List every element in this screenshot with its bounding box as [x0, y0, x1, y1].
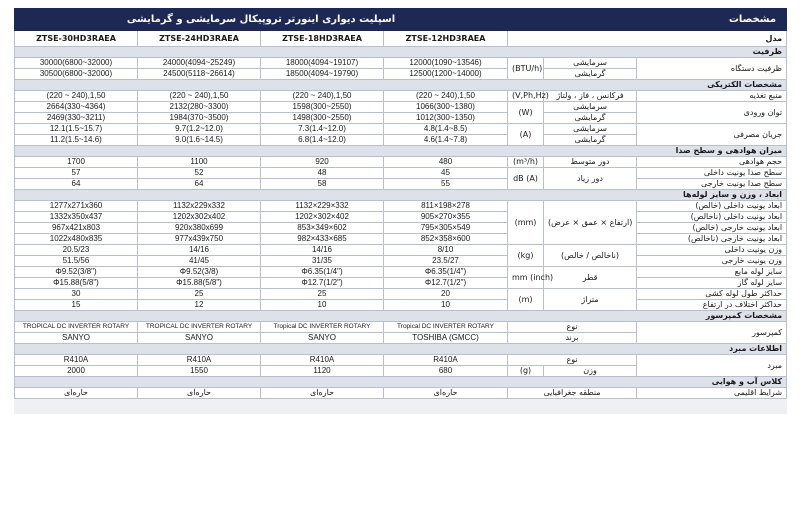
row-label: ابعاد یونیت خارجی (خالص) — [637, 223, 787, 234]
cell: 10 — [384, 300, 508, 311]
cell: 1332x350x437 — [15, 212, 138, 223]
section-title: مشخصات الکتریکی — [15, 80, 787, 91]
cell: (220 ~ 240),1,50 — [261, 91, 384, 102]
cell: 11.2(1.5~14.6) — [15, 135, 138, 146]
model-name: ZTSE-12HD3RAEA — [384, 31, 508, 47]
cell: 20 — [384, 289, 508, 300]
cell: (220 ~ 240),1,50 — [384, 91, 508, 102]
cell: 14/16 — [261, 245, 384, 256]
cell: 64 — [15, 179, 138, 190]
cell: 852×358×600 — [384, 234, 508, 245]
section-row — [15, 80, 787, 91]
cell: 51.5/56 — [15, 256, 138, 267]
row-label: سطح صدا یونیت داخلی — [637, 168, 787, 179]
sub-label: نوع — [508, 355, 637, 366]
cell: 6.8(1.4~12.0) — [261, 135, 384, 146]
row-label: ابعاد یونیت خارجی (ناخالص) — [637, 234, 787, 245]
spec-heading: مشخصات — [508, 9, 787, 31]
cell: 8/10 — [384, 245, 508, 256]
cell: R410A — [384, 355, 508, 366]
cell: 31/35 — [261, 256, 384, 267]
cell: 55 — [384, 179, 508, 190]
row-label: حداکثر اختلاف در ارتفاع — [637, 300, 787, 311]
unit-cell: (g) — [508, 366, 544, 377]
cell: 1550 — [138, 366, 261, 377]
table-row — [15, 388, 787, 399]
table-row — [15, 157, 787, 168]
sub-label: منطقه جغرافیایی — [508, 388, 637, 399]
cell: R410A — [138, 355, 261, 366]
unit-cell: (V,Ph,Hz) — [508, 91, 544, 102]
row-label: وزن یونیت خارجی — [637, 256, 787, 267]
unit-cell: (kg) — [508, 245, 544, 267]
row-label: حجم هوادهی — [637, 157, 787, 168]
table-row — [15, 256, 787, 267]
section-row — [15, 47, 787, 58]
cell: 680 — [384, 366, 508, 377]
cell: R410A — [261, 355, 384, 366]
unit-cell: (m) — [508, 289, 544, 311]
sub-label: گرمایشی — [544, 69, 637, 80]
sub-label: سرمایشی — [544, 102, 637, 113]
cell: 905×270×355 — [384, 212, 508, 223]
row-label: جریان مصرفی — [637, 124, 787, 146]
sub-label: متراژ — [544, 289, 637, 311]
cell: 1132×229×332 — [261, 201, 384, 212]
cell: 480 — [384, 157, 508, 168]
sub-label: فرکانس ، فاز ، ولتاژ — [544, 91, 637, 102]
cell: 1277x271x360 — [15, 201, 138, 212]
cell: R410A — [15, 355, 138, 366]
cell: SANYO — [15, 333, 138, 344]
cell: 15 — [15, 300, 138, 311]
cell: 2469(330~3211) — [15, 113, 138, 124]
cell: 9.0(1.6~14.5) — [138, 135, 261, 146]
sub-label: دور زیاد — [544, 168, 637, 190]
cell: 12 — [138, 300, 261, 311]
unit-cell: mm (inch) — [508, 267, 544, 289]
sub-label: سرمایشی — [544, 124, 637, 135]
cell: حاره‌ای — [261, 388, 384, 399]
model-row — [15, 31, 787, 47]
cell: 18500(4094~19790) — [261, 69, 384, 80]
unit-cell: (A) — [508, 124, 544, 146]
cell: SANYO — [261, 333, 384, 344]
table-row — [15, 201, 787, 212]
row-label: شرایط اقلیمی — [637, 388, 787, 399]
sub-label: (ارتفاع × عمق × عرض) — [544, 201, 637, 245]
cell: Φ9.52(3/8) — [138, 267, 261, 278]
cell: Φ12.7(1/2") — [384, 278, 508, 289]
section-row — [15, 311, 787, 322]
cell: TOSHIBA (GMCC) — [384, 333, 508, 344]
row-label: حداکثر طول لوله کشی — [637, 289, 787, 300]
cell: TROPICAL DC INVERTER ROTARY — [138, 322, 261, 333]
table-row — [15, 300, 787, 311]
cell: 2000 — [15, 366, 138, 377]
sub-label: نوع — [508, 322, 637, 333]
sub-label: گرمایشی — [544, 135, 637, 146]
model-name: ZTSE-18HD3RAEA — [261, 31, 384, 47]
cell: 1120 — [261, 366, 384, 377]
sub-label: برند — [508, 333, 637, 344]
cell: 1598(300~2550) — [261, 102, 384, 113]
unit-cell: (BTU/h) — [508, 58, 544, 80]
section-title: مشخصات کمپرسور — [15, 311, 787, 322]
row-label: کمپرسور — [637, 322, 787, 344]
cell: 12.1(1.5~15.7) — [15, 124, 138, 135]
section-row — [15, 344, 787, 355]
section-title: میزان هوادهی و سطح صدا — [15, 146, 787, 157]
row-label: ابعاد یونیت داخلی (ناخالص) — [637, 212, 787, 223]
page-title: اسپلیت دیواری اینورتر تروپیکال سرمایشی و گرمایشی — [15, 9, 508, 31]
cell: 4.8(1.4~8.5) — [384, 124, 508, 135]
table-row — [15, 278, 787, 289]
table-row — [15, 245, 787, 256]
footer-band — [15, 399, 787, 414]
cell: 41/45 — [138, 256, 261, 267]
cell: Φ15.88(5/8") — [15, 278, 138, 289]
cell: 20.5/23 — [15, 245, 138, 256]
row-label: منبع تغذیه — [637, 91, 787, 102]
section-row — [15, 146, 787, 157]
cell: 982×433×685 — [261, 234, 384, 245]
cell: 25 — [138, 289, 261, 300]
sub-label: قطر — [544, 267, 637, 289]
table-row — [15, 179, 787, 190]
table-row — [15, 355, 787, 366]
cell: (220 ~ 240),1,50 — [15, 91, 138, 102]
cell: 24500(5118~26614) — [138, 69, 261, 80]
cell: 12000(1090~13546) — [384, 58, 508, 69]
sub-label: (ناخالص / خالص) — [544, 245, 637, 267]
cell: 1066(300~1380) — [384, 102, 508, 113]
table-row — [15, 212, 787, 223]
cell: 2132(280~3300) — [138, 102, 261, 113]
cell: SANYO — [138, 333, 261, 344]
model-name: ZTSE-24HD3RAEA — [138, 31, 261, 47]
row-label: سایز لوله گاز — [637, 278, 787, 289]
cell: 1132x229x332 — [138, 201, 261, 212]
table-row — [15, 289, 787, 300]
cell: 4.6(1.4~7.8) — [384, 135, 508, 146]
cell: 10 — [261, 300, 384, 311]
table-row — [15, 168, 787, 179]
cell: 853×349×602 — [261, 223, 384, 234]
sub-label: وزن — [544, 366, 637, 377]
row-label: مبرد — [637, 355, 787, 377]
cell: Φ6.35(1/4") — [384, 267, 508, 278]
model-name: ZTSE-30HD3RAEA — [15, 31, 138, 47]
cell: 12500(1200~14000) — [384, 69, 508, 80]
cell: 1202×302×402 — [261, 212, 384, 223]
cell: 1022x480x835 — [15, 234, 138, 245]
cell: 1202x302x402 — [138, 212, 261, 223]
row-label: ظرفیت دستگاه — [637, 58, 787, 80]
table-row — [15, 234, 787, 245]
cell: 1700 — [15, 157, 138, 168]
section-row — [15, 190, 787, 201]
cell: 57 — [15, 168, 138, 179]
cell: 25 — [261, 289, 384, 300]
cell: Φ15.88(5/8") — [138, 278, 261, 289]
row-label: وزن یونیت داخلی — [637, 245, 787, 256]
model-label: مدل — [508, 31, 787, 47]
cell: 1498(300~2550) — [261, 113, 384, 124]
cell: 24000(4094~25249) — [138, 58, 261, 69]
cell: 58 — [261, 179, 384, 190]
cell: 14/16 — [138, 245, 261, 256]
section-title: کلاس آب و هوایی — [15, 377, 787, 388]
cell: Tropical DC INVERTER ROTARY — [384, 322, 508, 333]
row-label: سطح صدا یونیت خارجی — [637, 179, 787, 190]
cell: 811×198×278 — [384, 201, 508, 212]
cell: Tropical DC INVERTER ROTARY — [261, 322, 384, 333]
unit-cell: dB (A) — [508, 168, 544, 190]
table-row — [15, 124, 787, 135]
section-title: ابعاد ، وزن و سایز لوله‌ها — [15, 190, 787, 201]
unit-cell: (W) — [508, 102, 544, 124]
cell: 920x380x699 — [138, 223, 261, 234]
cell: 795×305×549 — [384, 223, 508, 234]
table-row — [15, 223, 787, 234]
table-row — [15, 91, 787, 102]
cell: حاره‌ای — [384, 388, 508, 399]
cell: 23.5/27 — [384, 256, 508, 267]
cell: 1012(300~1350) — [384, 113, 508, 124]
row-label: سایز لوله مایع — [637, 267, 787, 278]
cell: 30000(6800~32000) — [15, 58, 138, 69]
sub-label: سرمایشی — [544, 58, 637, 69]
cell: 45 — [384, 168, 508, 179]
cell: (220 ~ 240),1,50 — [138, 91, 261, 102]
cell: Φ9.52(3/8") — [15, 267, 138, 278]
row-label: توان ورودی — [637, 102, 787, 124]
cell: Φ6.35(1/4") — [261, 267, 384, 278]
cell: 7.3(1.4~12.0) — [261, 124, 384, 135]
cell: 52 — [138, 168, 261, 179]
unit-cell: (mm) — [508, 201, 544, 245]
cell: حاره‌ای — [15, 388, 138, 399]
row-label: ابعاد یونیت داخلی (خالص) — [637, 201, 787, 212]
cell: 967x421x803 — [15, 223, 138, 234]
cell: 9.7(1.2~12.0) — [138, 124, 261, 135]
section-title: اطلاعات مبرد — [15, 344, 787, 355]
table-header-row — [15, 9, 787, 31]
table-row — [15, 322, 787, 333]
sub-label: گرمایشی — [544, 113, 637, 124]
cell: حاره‌ای — [138, 388, 261, 399]
spec-table — [14, 8, 787, 414]
table-row — [15, 102, 787, 113]
cell: Φ12.7(1/2") — [261, 278, 384, 289]
cell: 48 — [261, 168, 384, 179]
section-row — [15, 377, 787, 388]
cell: 30500(6800~32000) — [15, 69, 138, 80]
sub-label: دور متوسط — [544, 157, 637, 168]
cell: 2664(330~4364) — [15, 102, 138, 113]
cell: 920 — [261, 157, 384, 168]
cell: 64 — [138, 179, 261, 190]
cell: TROPICAL DC INVERTER ROTARY — [15, 322, 138, 333]
cell: 977x439x750 — [138, 234, 261, 245]
cell: 18000(4094~19107) — [261, 58, 384, 69]
cell: 1984(370~3500) — [138, 113, 261, 124]
table-row — [15, 267, 787, 278]
unit-cell: (m³/h) — [508, 157, 544, 168]
cell: 1100 — [138, 157, 261, 168]
section-title: ظرفیت — [15, 47, 787, 58]
footer-spacer — [15, 399, 787, 414]
table-row — [15, 58, 787, 69]
cell: 30 — [15, 289, 138, 300]
